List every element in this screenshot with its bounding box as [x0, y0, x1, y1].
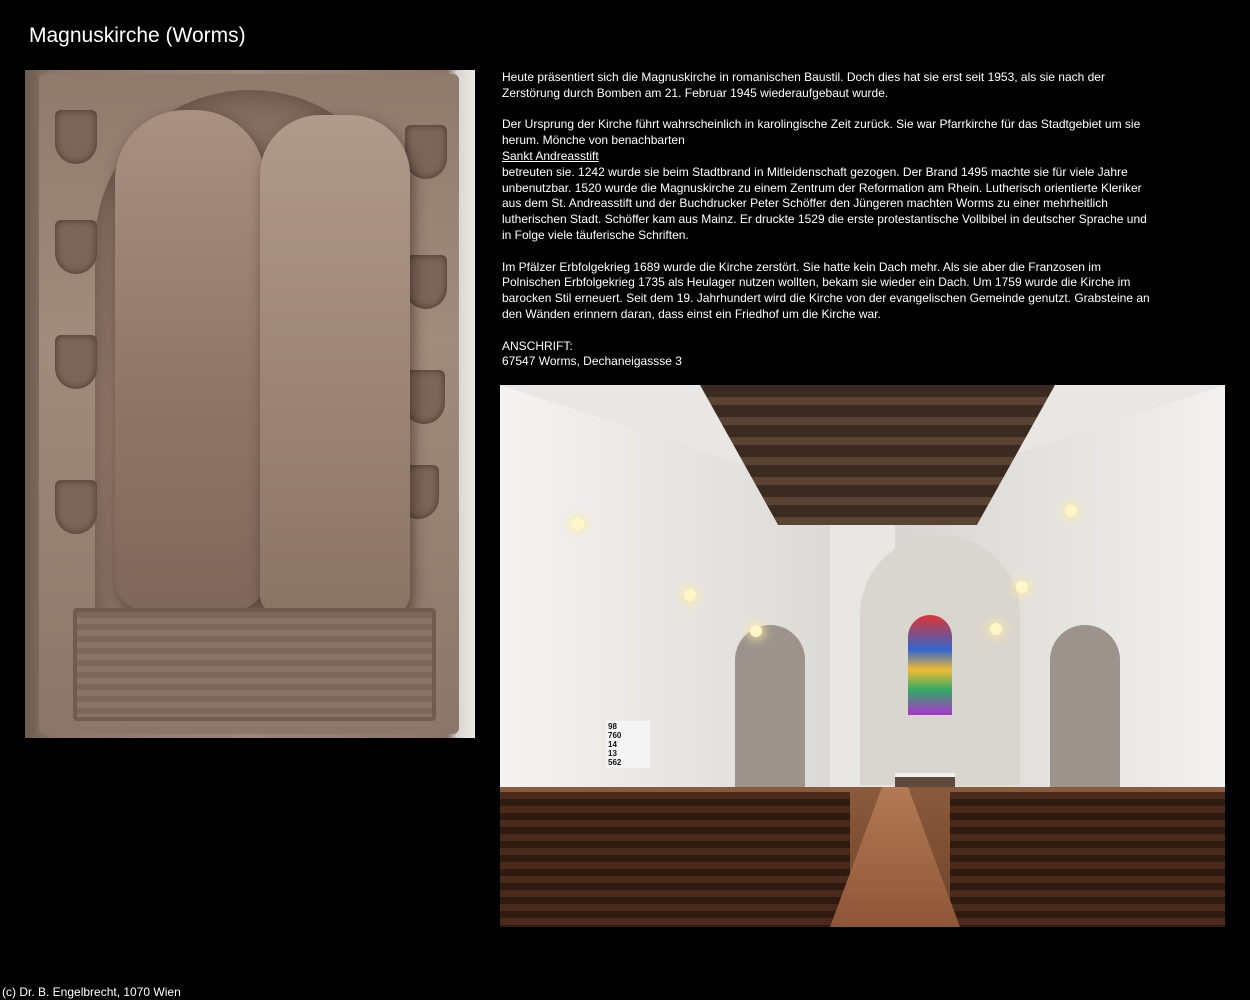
- pendant-lamp: [1065, 505, 1077, 517]
- coat-of-arms: [55, 220, 97, 274]
- hymn-number: 14: [608, 740, 617, 749]
- pendant-lamp: [750, 625, 762, 637]
- description-text: [502, 70, 1152, 386]
- address-block: [502, 339, 1152, 371]
- right-pews: [950, 792, 1225, 927]
- left-pews: [500, 792, 850, 927]
- page-title: Magnuskirche (Worms): [29, 24, 246, 47]
- hymn-number: 562: [608, 758, 622, 767]
- hymn-number-board: [606, 721, 650, 768]
- coat-of-arms: [55, 480, 97, 534]
- coat-of-arms: [55, 335, 97, 389]
- paragraph-history-start: Der Ursprung der Kirche führt wahrscheinlich in karolingische Zeit zurück. Sie war Pfarrkirche für das Stadtgebiet um sie herum. Mönche von benachbarten: [502, 117, 1141, 148]
- paragraph-history: [502, 117, 1152, 243]
- hymn-number: 760: [608, 731, 622, 740]
- gravestone-photo[interactable]: [25, 70, 475, 738]
- pendant-lamp: [1016, 581, 1028, 593]
- paragraph-war: Im Pfälzer Erbfolgekrieg 1689 wurde die Kirche zerstört. Sie hatte kein Dach mehr. Als sie aber die Franzosen im Polnischen Erbfolgekrieg 1735 als Heulager nutzen wollten, bekam sie wieder ein Dach. Um 1759 wurde die Kirche im barocken Stil erneuert. Seit dem 19. Jahrhundert wird die Kirche von der evangelischen Gemeinde genutzt. Grabsteine an den Wänden erinnern daran, dass einst ein Friedhof um die Kirche war.: [502, 259, 1150, 321]
- paragraph-history-end: betreuten sie. 1242 wurde sie beim Stadtbrand in Mitleidenschaft gezogen. Der Brand 1495 machte sie für viele Jahre unbenutzbar. 1520 wurde die Magnuskirche zu einem Zentrum der Reformation am Rhein. Lutherisch orientierte Kleriker aus dem St. Andreasstift und der Buchdrucker Peter Schöffer den Jüngeren machten Worms zu einer mehrheitlich lutherischen Stadt. Schöffer kam aus Mainz. Er druckte 1529 die erste protestantische Vollbibel in deutscher Sprache und in Folge viele täuferische Schriften.: [502, 164, 1147, 242]
- hymn-number: 13: [608, 749, 617, 758]
- stained-glass-window: [908, 615, 952, 715]
- address-value: 67547 Worms, Dechaneigassse 3: [502, 354, 682, 369]
- church-interior-photo[interactable]: [500, 385, 1225, 927]
- link-sankt-andreasstift[interactable]: Sankt Andreasstift: [502, 148, 599, 163]
- pendant-lamp: [990, 623, 1002, 635]
- pendant-lamp: [572, 518, 584, 530]
- coat-of-arms: [55, 110, 97, 164]
- copyright-footer: (c) Dr. B. Engelbrecht, 1070 Wien: [2, 985, 181, 999]
- address-label: ANSCHRIFT:: [502, 338, 573, 353]
- hymn-number: 98: [608, 722, 617, 731]
- coat-of-arms: [405, 125, 447, 179]
- pendant-lamp: [684, 589, 696, 601]
- paragraph-intro: Heute präsentiert sich die Magnuskirche in romanischen Baustil. Doch dies hat sie erst seit 1953, als sie nach der Zerstörung durch Bomben am 21. Februar 1945 wiederaufgebaut wurde.: [502, 70, 1105, 100]
- knight-relief-figure: [115, 110, 265, 610]
- coat-of-arms: [405, 255, 447, 309]
- lady-relief-figure: [260, 115, 410, 615]
- inscription-panel: [73, 608, 436, 721]
